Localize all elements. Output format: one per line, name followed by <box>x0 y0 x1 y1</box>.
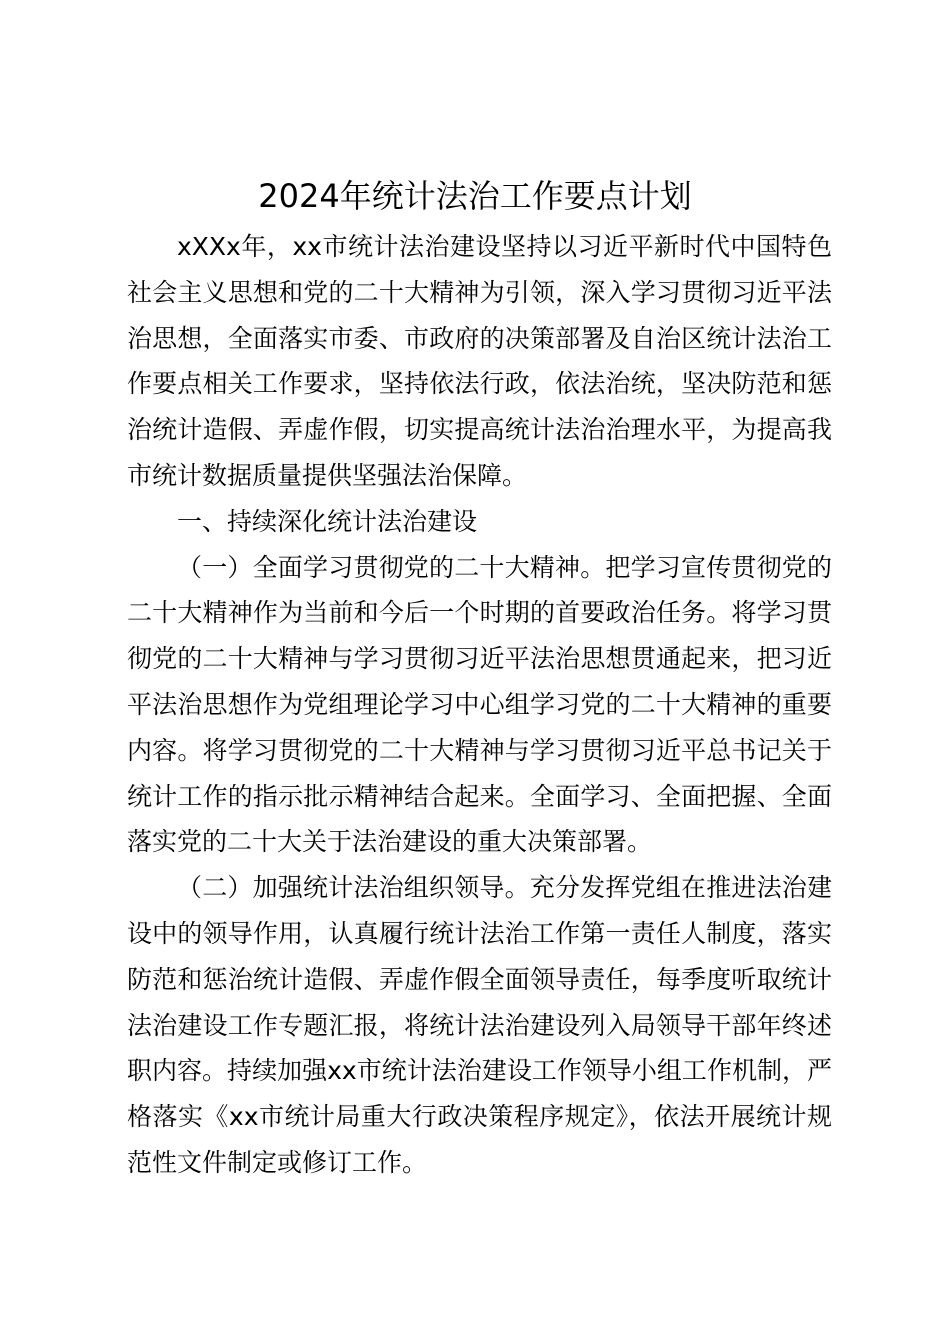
document-body <box>127 224 832 1186</box>
document-title: 2024年统计法治工作要点计划 <box>258 177 692 215</box>
subsection-paragraph: （一）全面学习贯彻党的二十大精神。把学习宣传贯彻党的二十大精神作为当前和今后一个时期的首要政治任务。将学习贯彻党的二十大精神与学习贯彻习近平法治思想贯通起来，把习近平法治思想作为党组理论学习中心组学习党的二十大精神的重要内容。将学习贯彻党的二十大精神与学习贯彻习近平总书记关于统计工作的指示批示精神结合起来。全面学习、全面把握、全面落实党的二十大关于法治建设的重大决策部署。 <box>127 552 832 857</box>
section-heading: 一、持续深化统计法治建设 <box>177 506 478 536</box>
subsection-paragraph: （二）加强统计法治组织领导。充分发挥党组在推进法治建设中的领导作用，认真履行统计法治工作第一责任人制度，落实防范和惩治统计造假、弄虚作假全面领导责任，每季度听取统计法治建设工作专题汇报，将统计法治建设列入局领导干部年终述职内容。持续加强xx市统计法治建设工作领导小组工作机制，严格落实《xx市统计局重大行政决策程序规定》，依法开展统计规范性文件制定或修订工作。 <box>127 873 832 1177</box>
intro-paragraph: xXXx年，xx市统计法治建设坚持以习近平新时代中国特色社会主义思想和党的二十大精神为引领，深入学习贯彻习近平法治思想，全面落实市委、市政府的决策部署及自治区统计法治工作要点相关工作要求，坚持依法行政，依法治统，坚决防范和惩治统计造假、弄虚作假，切实提高统计法治治理水平，为提高我市统计数据质量提供坚强法治保障。 <box>127 232 832 490</box>
